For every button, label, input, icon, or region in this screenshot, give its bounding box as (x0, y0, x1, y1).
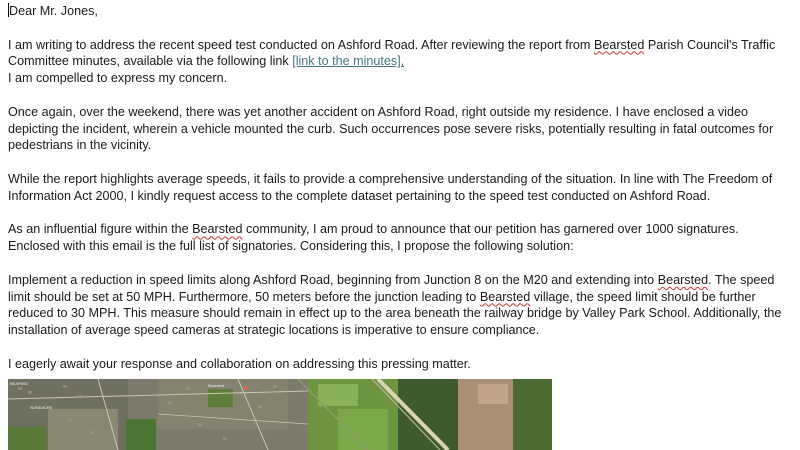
minutes-link[interactable]: [link to the minutes], (292, 54, 405, 69)
intro-text-end: I am compelled to express my concern. (8, 71, 228, 86)
spellcheck-word[interactable]: Bearsted (657, 272, 709, 287)
proposal-text-start: Implement a reduction in speed limits along Ashford Road, beginning from Junction 8 on the M20 and extending into (8, 272, 658, 287)
paragraph-foi-request[interactable]: While the report highlights average speeds, it fails to provide a comprehensive understanding of the situation. In line with The Freedom of Information Act 2000, I kindly request access to the complete dataset pertaining to the speed test conducted on Ashford Road. (8, 171, 776, 203)
paragraph-intro[interactable] (8, 37, 792, 87)
greeting-text: Dear Mr. Jones, (9, 4, 98, 18)
paragraph-accident[interactable]: Once again, over the weekend, there was yet another accident on Ashford Road, right outside my residence. I have enclosed a video depicting the incident, wherein a vehicle mounted the curb. Such occurrences pose severe risks, potentially resulting in fatal outcomes for pedestrians in the vicinity. (8, 104, 777, 153)
spellcheck-word[interactable]: Bearsted (192, 222, 243, 237)
petition-text-start: As an influential figure within the (8, 222, 193, 237)
spellcheck-word[interactable]: Bearsted (593, 37, 645, 52)
paragraph-proposal[interactable] (8, 272, 792, 339)
proposal-text-end: village, the speed limit should be further reduced to 30 MPH. This measure should remain in effect up to the area beneath the railway bridge by Valley Park School. Additionally, the installation of average speed cameras at strategic locations is imperative to ensure compliance. (8, 289, 785, 338)
intro-text-start: I am writing to address the recent speed test conducted on Ashford Road. After reviewing the report from (8, 37, 594, 52)
map-graphic (8, 379, 552, 450)
map-label-bearsted: Bearsted (208, 383, 225, 388)
satellite-map-image[interactable] (8, 379, 552, 450)
paragraph-closing[interactable]: I eagerly await your response and collaboration on addressing this pressing matter. (8, 356, 471, 371)
letter-body[interactable] (8, 3, 792, 389)
map-label-bearing: BEARING (10, 381, 29, 386)
greeting-paragraph[interactable] (8, 3, 792, 20)
spellcheck-word[interactable]: Bearsted (479, 289, 531, 304)
petition-text-end: community, I am proud to announce that our petition has garnered over 1000 signatures. Enclosed with this email is the full list of signatories. Considering this, I propose the following solution: (8, 222, 743, 254)
proposal-text-middle: . The speed limit should be set at 50 MPH. Furthermore, 50 meters before the junction leading to (8, 272, 778, 304)
map-label-roseacre: ROSEACRE (30, 405, 53, 410)
paragraph-petition[interactable] (8, 221, 792, 255)
intro-text-middle: Parish Council's Traffic Committee minutes, available via the following link (8, 37, 779, 69)
